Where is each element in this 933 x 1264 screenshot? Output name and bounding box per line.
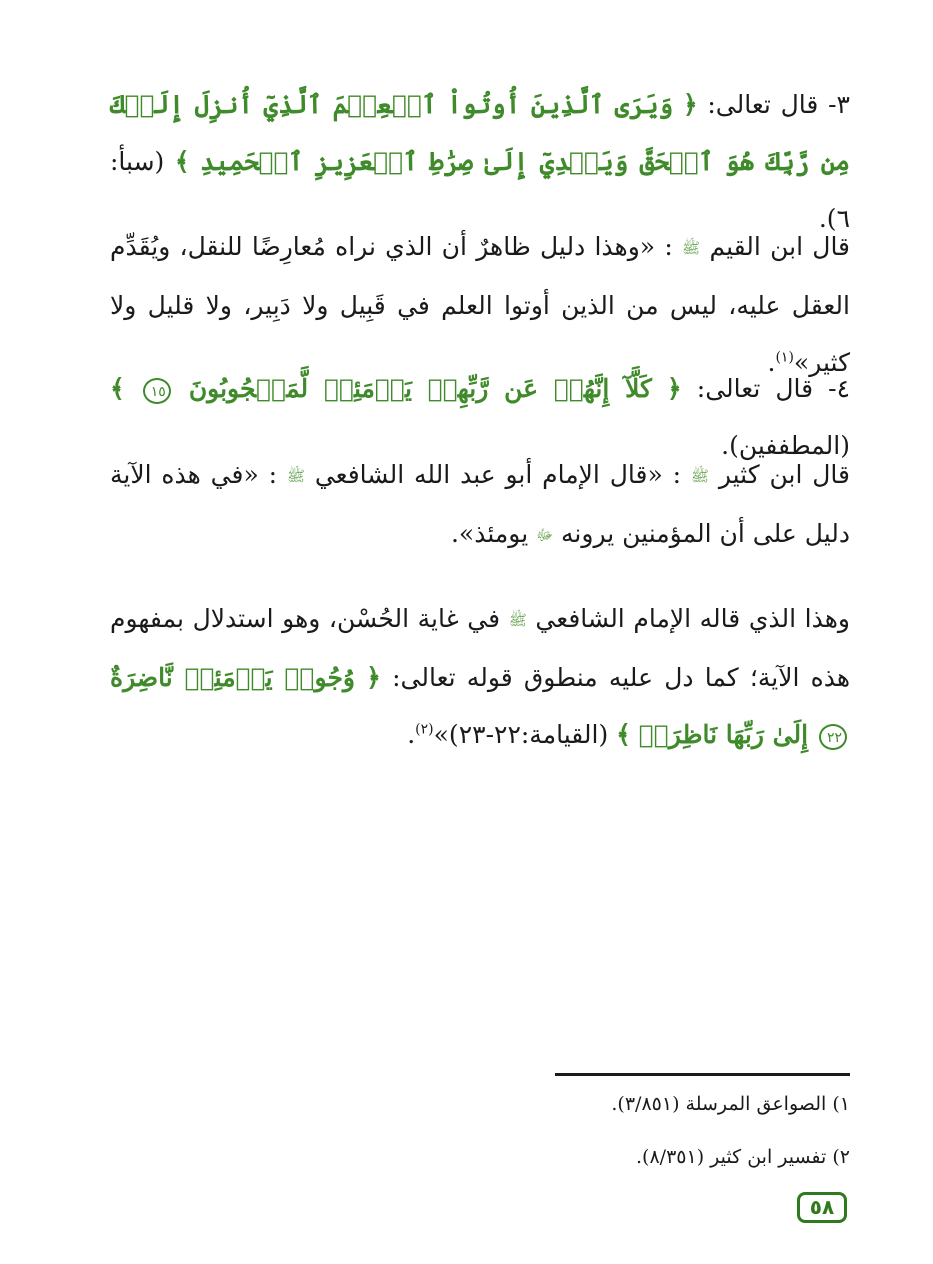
footnote-1: ١) الصواعق المرسلة (٣/٨٥١). <box>611 1093 850 1115</box>
sentence-end: . <box>767 348 776 377</box>
quran-verse: وَيَرَى ٱلَّذِينَ أُوتُواْ ٱلۡعِلۡمَ ٱلَّذِيٓ أُنزِلَ إِلَيۡكَ مِن رَّبِّكَ هُوَ ٱلۡحَقَّ وَيَهۡدِيٓ إِلَىٰ صِرَٰطِ ٱلۡعَزِيزِ ٱلۡحَمِيدِ <box>110 90 851 176</box>
honorific-glyph: ﷻ <box>536 526 554 544</box>
verse-open-bracket: ﴿ <box>682 90 698 119</box>
ayah-number-badge: ٢٢ <box>819 724 847 750</box>
footnote-2: ٢) تفسير ابن كثير (٨/٣٥١). <box>636 1146 850 1168</box>
page-number-badge: ٥٨ <box>797 1192 847 1223</box>
sentence-end: يومئذ». <box>450 519 529 548</box>
quote-intro: قال ابن كثير <box>718 460 850 489</box>
verse-citation: (القيامة:٢٢-٢٣)» <box>433 720 609 749</box>
verse-intro: ٤- قال تعالى: <box>696 374 851 403</box>
paragraph-ibn-kathir <box>110 446 850 564</box>
ayah-number-badge: ١٥ <box>143 378 171 404</box>
verse-intro: ٣- قال تعالى: <box>707 90 850 119</box>
verse-citation: (المطففين). <box>721 431 850 460</box>
quran-verse-23: إِلَىٰ رَبِّهَا نَاظِرَةٞ <box>638 720 809 749</box>
paragraph-shafii-comment <box>110 590 850 763</box>
paragraph-text: في غاية الحُسْن، وهو استدلال بمفهوم هذه الآية؛ كما دل عليه منطوق قوله تعالى: <box>110 604 851 692</box>
verse-close-bracket: ﴾ <box>110 374 125 403</box>
honorific-glyph: ﷺ <box>286 467 305 485</box>
footnote-divider <box>555 1073 850 1076</box>
verse-close-bracket: ﴾ <box>174 147 190 176</box>
verse-citation: (سبأ: ٦). <box>110 147 850 233</box>
footnote-reference-1: (١) <box>775 349 794 366</box>
verse-open-bracket: ﴿ <box>366 663 381 692</box>
honorific-glyph: ﷺ <box>508 611 527 629</box>
verse-close-bracket: ﴾ <box>616 720 631 749</box>
verse-open-bracket: ﴿ <box>667 374 682 403</box>
quote-text: : «وهذا دليل ظاهرٌ أن الذي نراه مُعارِضًا للنقل، ويُقَدِّم العقل عليه، ليس من الذين أوتوا العلم في قَبِيل ولا دَبِير، ولا قليل ولا كثير» <box>110 232 850 377</box>
quote-mid: : «قال الإمام أبو عبد الله الشافعي <box>314 460 682 489</box>
quran-verse-22: وُجُوهٞ يَوۡمَئِذٖ نَّاضِرَةٌ <box>110 663 355 692</box>
sentence-end: . <box>407 720 416 749</box>
quote-text: : «في هذه الآية دليل على أن المؤمنين يرونه <box>110 460 850 548</box>
honorific-glyph: ﷺ <box>690 467 709 485</box>
quran-verse: كَلَّآ إِنَّهُمۡ عَن رَّبِّهِمۡ يَوۡمَئِذٖ لَّمَحۡجُوبُونَ <box>188 374 652 403</box>
honorific-glyph: ﷺ <box>682 239 701 257</box>
quote-intro: قال ابن القيم <box>709 232 851 261</box>
footnote-reference-2: (٢) <box>415 721 434 738</box>
paragraph-lead: وهذا الذي قاله الإمام الشافعي <box>535 604 851 633</box>
